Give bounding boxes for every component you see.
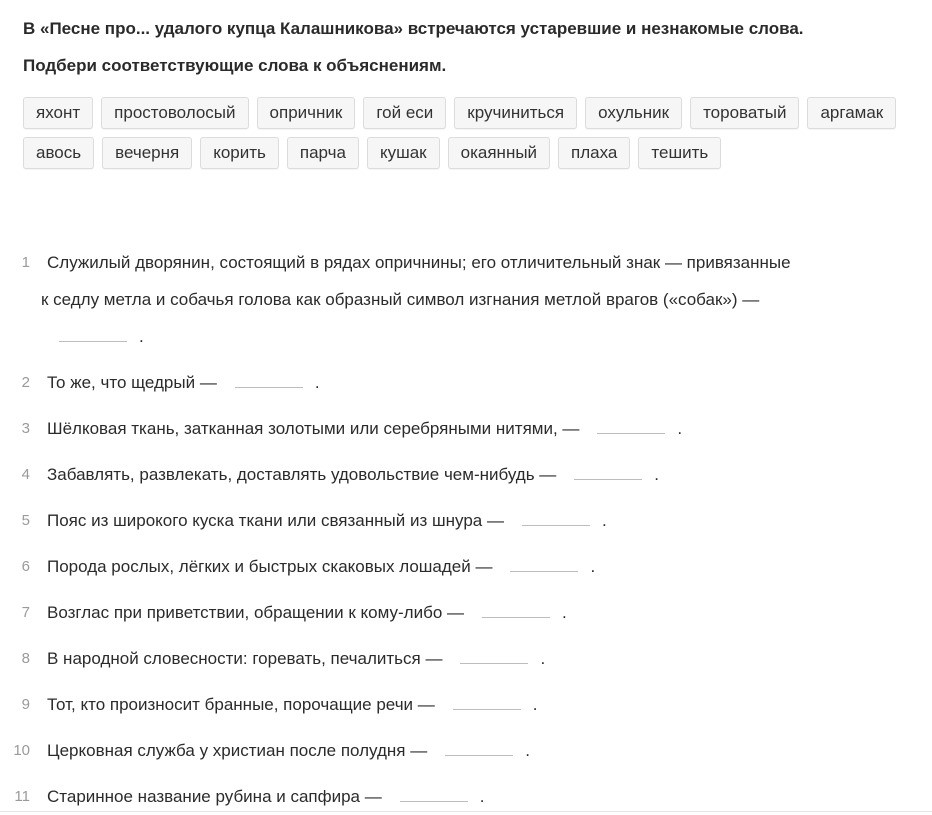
question-end: .	[590, 557, 596, 576]
question-row	[0, 594, 932, 631]
word-chip[interactable]: кушак	[367, 137, 440, 169]
question-number: 1	[21, 254, 30, 271]
question-number: 9	[21, 696, 30, 713]
question-end: .	[314, 373, 320, 392]
word-chip[interactable]: опричник	[257, 97, 356, 129]
word-chip[interactable]: гой еси	[363, 97, 446, 129]
question-number: 3	[21, 420, 30, 437]
question-row	[0, 502, 932, 539]
question-text	[47, 410, 847, 447]
question-text-content: То же, что щедрый —	[47, 373, 217, 392]
question-end: .	[532, 695, 538, 714]
answer-drop-zone[interactable]	[460, 643, 528, 664]
question-text-line: к седлу метла и собачья голова как образный символ изгнания метлой врагов («собак») —	[41, 290, 760, 309]
question-number: 10	[13, 742, 30, 759]
question-row	[0, 244, 932, 355]
question-row	[0, 364, 932, 401]
instructions-line-1: В «Песне про... удалого купца Калашникова» встречаются устаревшие и незнакомые слова.	[23, 19, 804, 38]
answer-drop-zone[interactable]	[445, 735, 513, 756]
answer-drop-zone[interactable]	[453, 689, 521, 710]
question-text-content: Шёлковая ткань, затканная золотыми или серебряными нитями, —	[47, 419, 580, 438]
question-text	[47, 364, 847, 401]
question-end: .	[654, 465, 660, 484]
word-chip[interactable]: охульник	[585, 97, 682, 129]
word-chip[interactable]: кручиниться	[454, 97, 577, 129]
question-end: .	[479, 787, 485, 806]
question-text	[47, 594, 847, 631]
question-row	[0, 778, 932, 815]
question-number: 6	[21, 558, 30, 575]
question-end: .	[601, 511, 607, 530]
question-row	[0, 410, 932, 447]
question-row	[0, 640, 932, 677]
word-chip[interactable]: тороватый	[690, 97, 799, 129]
answer-drop-zone[interactable]	[574, 459, 642, 480]
answer-drop-zone[interactable]	[482, 597, 550, 618]
bottom-divider	[0, 811, 932, 812]
word-chip[interactable]: окаянный	[448, 137, 550, 169]
question-text-content: Старинное название рубина и сапфира —	[47, 787, 382, 806]
word-chip[interactable]: парча	[287, 137, 359, 169]
question-text-line: Служилый дворянин, состоящий в рядах опричнины; его отличительный знак — привязанные	[47, 253, 791, 272]
question-number: 2	[21, 374, 30, 391]
question-row	[0, 548, 932, 585]
question-text	[47, 686, 847, 723]
question-number: 5	[21, 512, 30, 529]
answer-drop-zone[interactable]	[235, 367, 303, 388]
question-text	[41, 244, 847, 355]
word-chip[interactable]: вечерня	[102, 137, 192, 169]
word-chip[interactable]: простоволосый	[101, 97, 248, 129]
question-text	[47, 732, 847, 769]
word-chip[interactable]: плаха	[558, 137, 630, 169]
question-end: .	[677, 419, 683, 438]
word-chip[interactable]: тешить	[638, 137, 721, 169]
instructions-line-2: Подбери соответствующие слова к объяснениям.	[23, 56, 447, 75]
question-text-content: В народной словесности: горевать, печалиться —	[47, 649, 443, 668]
task-instructions	[23, 10, 913, 84]
question-text	[47, 640, 847, 677]
answer-drop-zone[interactable]	[400, 781, 468, 802]
question-answer-line	[41, 318, 847, 355]
question-text-content: Порода рослых, лёгких и быстрых скаковых лошадей —	[47, 557, 493, 576]
question-row	[0, 456, 932, 493]
question-end: .	[562, 603, 567, 622]
question-row	[0, 686, 932, 723]
question-list	[0, 244, 932, 815]
word-chip[interactable]: авось	[23, 137, 94, 169]
question-text-content: Забавлять, развлекать, доставлять удовольствие чем-нибудь —	[47, 465, 557, 484]
word-chip[interactable]: аргамак	[807, 97, 896, 129]
answer-drop-zone[interactable]	[510, 551, 578, 572]
word-bank	[23, 97, 913, 169]
question-number: 8	[21, 650, 30, 667]
word-chip[interactable]: яхонт	[23, 97, 93, 129]
question-end: .	[139, 327, 144, 346]
word-chip[interactable]: корить	[200, 137, 279, 169]
question-text-content: Возглас при приветствии, обращении к кому-либо —	[47, 603, 465, 622]
question-text-content: Тот, кто произносит бранные, порочащие речи —	[47, 695, 435, 714]
question-text	[47, 502, 847, 539]
question-text	[47, 456, 847, 493]
answer-drop-zone[interactable]	[59, 321, 127, 342]
question-end: .	[540, 649, 546, 668]
question-number: 11	[14, 788, 30, 805]
question-text-content: Церковная служба у христиан после полудня —	[47, 741, 428, 760]
question-text	[47, 778, 847, 815]
question-number: 4	[21, 466, 30, 483]
question-end: .	[525, 741, 530, 760]
question-number: 7	[21, 604, 30, 621]
question-row	[0, 732, 932, 769]
answer-drop-zone[interactable]	[597, 413, 665, 434]
question-text	[47, 548, 847, 585]
question-text-content: Пояс из широкого куска ткани или связанный из шнура —	[47, 511, 504, 530]
answer-drop-zone[interactable]	[522, 505, 590, 526]
